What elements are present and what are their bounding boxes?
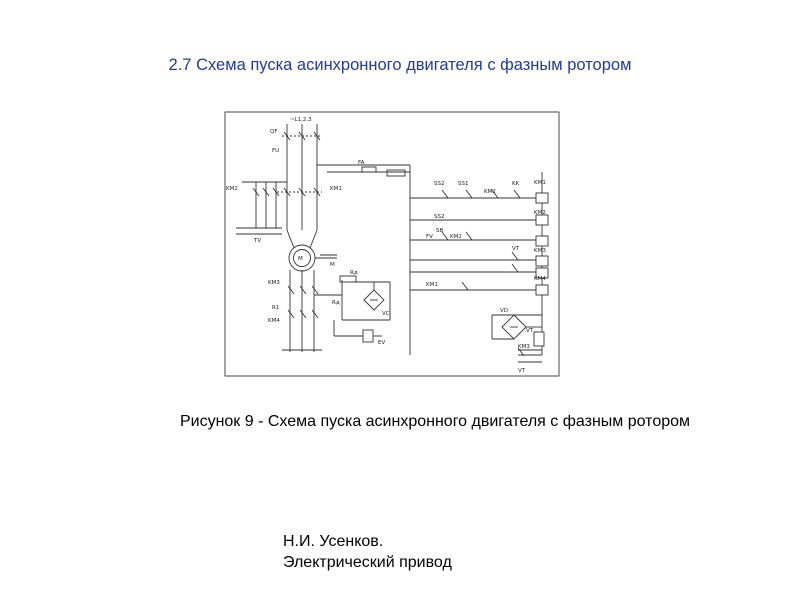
label-r2: Rд: [332, 300, 340, 306]
diagram-labels: [226, 117, 546, 374]
label-ss2-lower: SS2: [434, 214, 445, 220]
label-supply: ~L1,2,3: [290, 117, 312, 123]
label-kk: KK: [512, 181, 520, 187]
label-km1-contact: KM2: [484, 189, 496, 195]
label-fuse: FU: [272, 148, 280, 154]
footer-subject: Электрический привод: [283, 554, 452, 571]
label-transformer: TV: [254, 238, 262, 244]
figure-caption: Рисунок 9 - Схема пуска асинхронного двигателя с фазным ротором: [179, 413, 691, 430]
label-km-lower: KM1: [426, 282, 438, 288]
label-rectifier: VC: [382, 311, 390, 317]
label-sb: SB: [436, 228, 444, 234]
label-fv: FV: [426, 234, 433, 240]
label-km1-coil: KM1: [534, 180, 546, 186]
label-ev: EV: [378, 340, 386, 346]
label-breaker: QF: [270, 129, 278, 135]
label-rotor: M: [330, 262, 335, 268]
label-vt: VT: [512, 246, 520, 252]
slide-title: 2.7 Схема пуска асинхронного двигателя с фазным ротором: [168, 56, 632, 74]
label-ss1: SS1: [458, 181, 469, 187]
label-motor: M: [298, 256, 303, 262]
label-km1: KM1: [330, 186, 342, 192]
label-km-output: KM3: [518, 344, 530, 350]
label-ss2-top: SS2: [434, 181, 445, 187]
circuit-diagram: [222, 110, 562, 378]
label-vt-lower: VT: [526, 328, 534, 334]
label-km4-coil: KM4: [534, 276, 546, 282]
footer-author: Н.И. Усенков.: [283, 533, 384, 550]
label-diode-bridge: VD: [500, 308, 508, 314]
label-vt-bottom: VT: [518, 368, 526, 374]
label-km3: KM3: [268, 280, 280, 286]
label-resistor: Rд: [350, 270, 358, 276]
label-km2: KM2: [226, 186, 238, 192]
label-r1: R1: [272, 305, 280, 311]
label-km2-contact: KM2: [450, 234, 462, 240]
label-km2-coil: KM2: [534, 210, 546, 216]
footer: [283, 531, 452, 573]
label-km4: KM4: [268, 318, 280, 324]
label-km3-coil: KM3: [534, 248, 546, 254]
label-current-relay: FA: [358, 160, 365, 166]
